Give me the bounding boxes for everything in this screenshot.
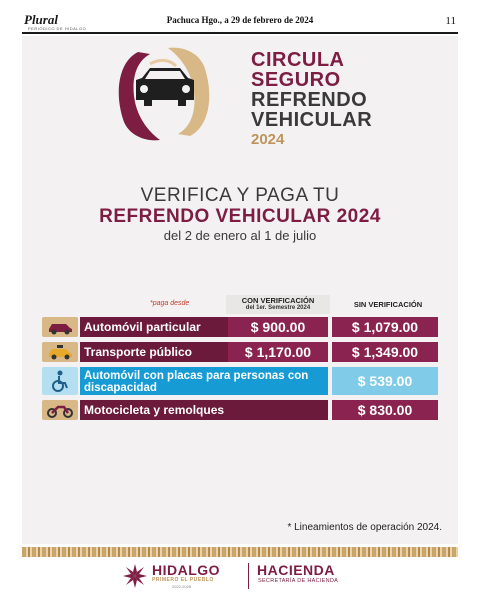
headline-dates: del 2 de enero al 1 de julio: [163, 228, 317, 243]
department-name: HACIENDA: [257, 562, 335, 578]
page-header: [22, 12, 458, 32]
wheelchair-car-icon: [42, 367, 78, 395]
column-header-with-verification: [226, 295, 330, 314]
footnote: * Lineamientos de operación 2024.: [287, 522, 442, 533]
column-header-with-title: CON VERIFICACIÓN: [241, 296, 315, 305]
brand-title: [251, 50, 372, 150]
row-label: Automóvil particular: [80, 317, 246, 337]
publication-logo: Plural: [24, 12, 58, 27]
headline-line-2: REFRENDO VEHICULAR 2024: [99, 206, 381, 227]
brand-line-3: REFRENDO: [251, 89, 368, 111]
state-name: HIDALGO: [152, 562, 221, 578]
page-footer: [22, 557, 458, 595]
price-with-verification: $ 1,170.00: [228, 342, 328, 362]
brand-year: 2024: [251, 131, 285, 148]
price-without-verification: $ 830.00: [332, 400, 438, 420]
state-period: 2022-2028: [172, 584, 192, 589]
row-label: Automóvil con placas para personas con discapacidad: [80, 367, 328, 395]
page-number: 11: [445, 15, 456, 27]
pay-from-note: *paga desde: [150, 300, 190, 307]
department-subtitle: SECRETARÍA DE HACIENDA: [258, 578, 339, 584]
row-label: Transporte público: [80, 342, 246, 362]
dateline: Pachuca Hgo., a 29 de febrero de 2024: [166, 15, 314, 25]
price-without-verification: $ 539.00: [332, 367, 438, 395]
publication-subtitle: PERIÓDICO DE HIDALGO: [28, 26, 87, 31]
taxi-icon: [42, 342, 78, 362]
motorcycle-icon: [42, 400, 78, 420]
car-icon: [42, 317, 78, 337]
header-rule: [22, 32, 458, 34]
row-label: Motocicleta y remolques: [80, 400, 328, 420]
brand-line-4: VEHICULAR: [251, 109, 373, 131]
brand-line-1: CIRCULA: [251, 49, 345, 71]
column-header-with-subtitle: del 1er. Semestre 2024: [245, 305, 311, 311]
car-hands-logo-icon: [110, 44, 218, 144]
hidalgo-emblem-icon: [122, 563, 148, 589]
headline-line-1: VERIFICA Y PAGA TU: [140, 185, 340, 206]
price-without-verification: $ 1,079.00: [332, 317, 438, 337]
price-with-verification: $ 900.00: [228, 317, 328, 337]
state-motto: PRIMERO EL PUEBLO: [152, 577, 214, 583]
footer-divider: [248, 563, 249, 589]
ad-panel: [22, 36, 458, 544]
price-without-verification: $ 1,349.00: [332, 342, 438, 362]
column-header-without-verification: SIN VERIFICACIÓN: [353, 300, 423, 309]
brand-line-2: SEGURO: [251, 69, 341, 91]
decorative-pattern-band: [22, 547, 458, 557]
